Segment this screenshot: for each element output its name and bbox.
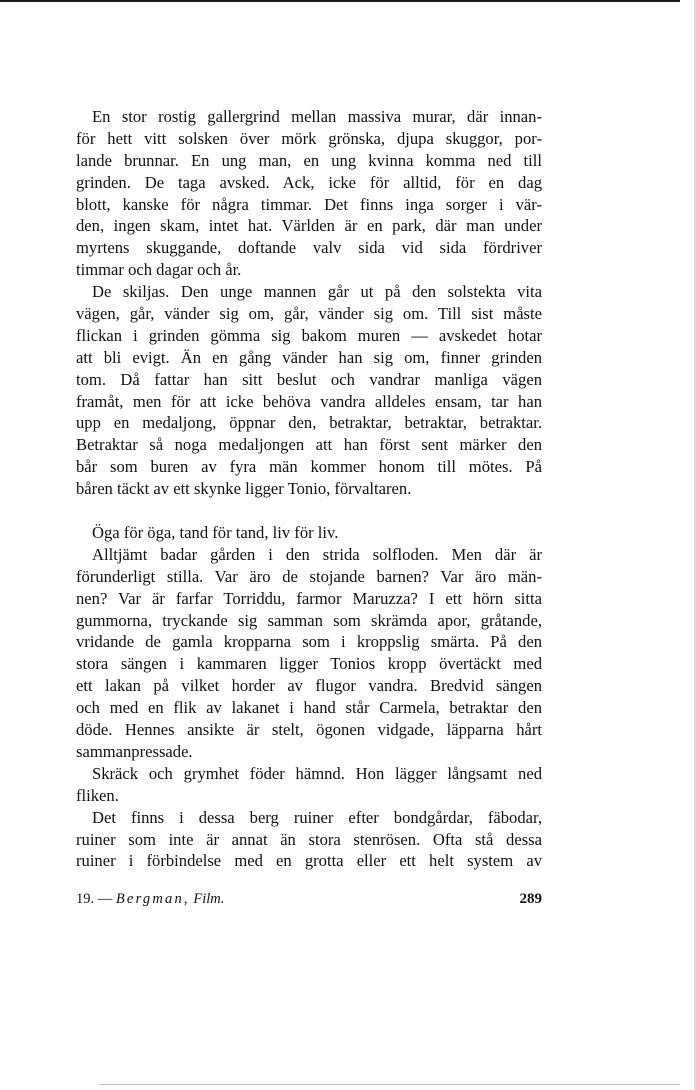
text-line: Öga för öga, tand för tand, liv för liv. (92, 523, 339, 543)
text-line: myrtens skuggande, doftande valv sida vid sida fördriver (76, 238, 542, 258)
text-line: lande brunnar. En ung man, en ung kvinna komma ned till (76, 150, 542, 170)
text-line: och med en flik av lakanet i hand står Carmela, betraktar den (76, 698, 542, 718)
page-number: 289 (519, 891, 542, 907)
signature-mark (76, 890, 224, 908)
bottom-border (100, 1084, 680, 1085)
text-line: för hett vitt solsken över mörk grönska, djupa skuggor, por- (76, 128, 542, 148)
text-line: blott, kanske för några timmar. Det finns inga sorger i vär- (76, 194, 542, 214)
text-line: tom. Då fattar han sitt beslut och vandrar manliga vägen (76, 369, 542, 389)
text-line: flickan i grinden gömma sig bakom muren — avskedet hotar (76, 325, 542, 345)
text-line: Det finns i dessa berg ruiner efter bondgårdar, fäbodar, (92, 807, 542, 827)
text-line: ruiner i förbindelse med en grotta eller ett helt system av (76, 851, 542, 871)
section-break (76, 500, 542, 522)
footer-author: Bergman, (115, 891, 190, 907)
text-line: ett lakan på vilket horder av flugor vandra. Bredvid sängen (76, 676, 542, 696)
text-line: stora sängen i kammaren ligger Tonios kropp övertäckt med (76, 654, 542, 674)
body-text (76, 106, 542, 872)
text-line: att bli evigt. Än en gång vänder han sig om, finner grinden (76, 347, 542, 367)
text-line: timmar och dagar och år. (76, 260, 242, 280)
text-line: nen? Var är farfar Torriddu, farmor Maruzza? I ett hörn sitta (76, 588, 542, 608)
text-line: En stor rostig gallergrind mellan massiva murar, där innan- (92, 107, 542, 126)
text-line: upp en medaljong, öppnar den, betraktar, betraktar, betraktar. (76, 413, 542, 433)
text-line: vägen, går, vänder sig om, går, vänder sig om. Till sist måste (76, 304, 542, 324)
text-line: döde. Hennes ansikte är stelt, ögonen vidgade, läpparna hårt (76, 720, 542, 740)
text-line: framåt, men för att icke behöva vandra alldeles ensam, tar han (76, 391, 542, 411)
top-border (0, 0, 680, 2)
text-line: den, ingen skam, intet hat. Världen är en park, där man under (76, 216, 542, 236)
text-line: vridande de gamla kropparna som i kroppslig smärta. På den (76, 632, 542, 652)
text-line: sammanpressade. (76, 741, 193, 761)
text-line: ruiner som inte är annat än stora stenrösen. Ofta stå dessa (76, 829, 542, 849)
text-line: förunderligt stilla. Var äro de stojande barnen? Var äro män- (76, 566, 542, 586)
text-line: Alltjämt badar gården i den strida solfloden. Men där är (92, 544, 542, 564)
text-line: gummorna, tryckande sig samman som skrämda apor, gråtande, (76, 610, 542, 630)
signature-number: 19. — (76, 891, 116, 907)
text-line: De skiljas. Den unge mannen går ut på den solstekta vita (92, 282, 542, 302)
text-line: grinden. De taga avsked. Ack, icke för alltid, för en dag (76, 172, 542, 192)
text-line: båren täckt av ett skynke ligger Tonio, förvaltaren. (76, 479, 412, 499)
footer-work: Film. (193, 891, 225, 907)
text-line: fliken. (76, 785, 119, 805)
text-line: bår som buren av fyra män kommer honom till mötes. På (76, 457, 542, 477)
text-line: Skräck och grymhet föder hämnd. Hon lägger långsamt ned (92, 763, 542, 783)
text-line: Betraktar så noga medaljongen att han först sent märker den (76, 435, 542, 455)
